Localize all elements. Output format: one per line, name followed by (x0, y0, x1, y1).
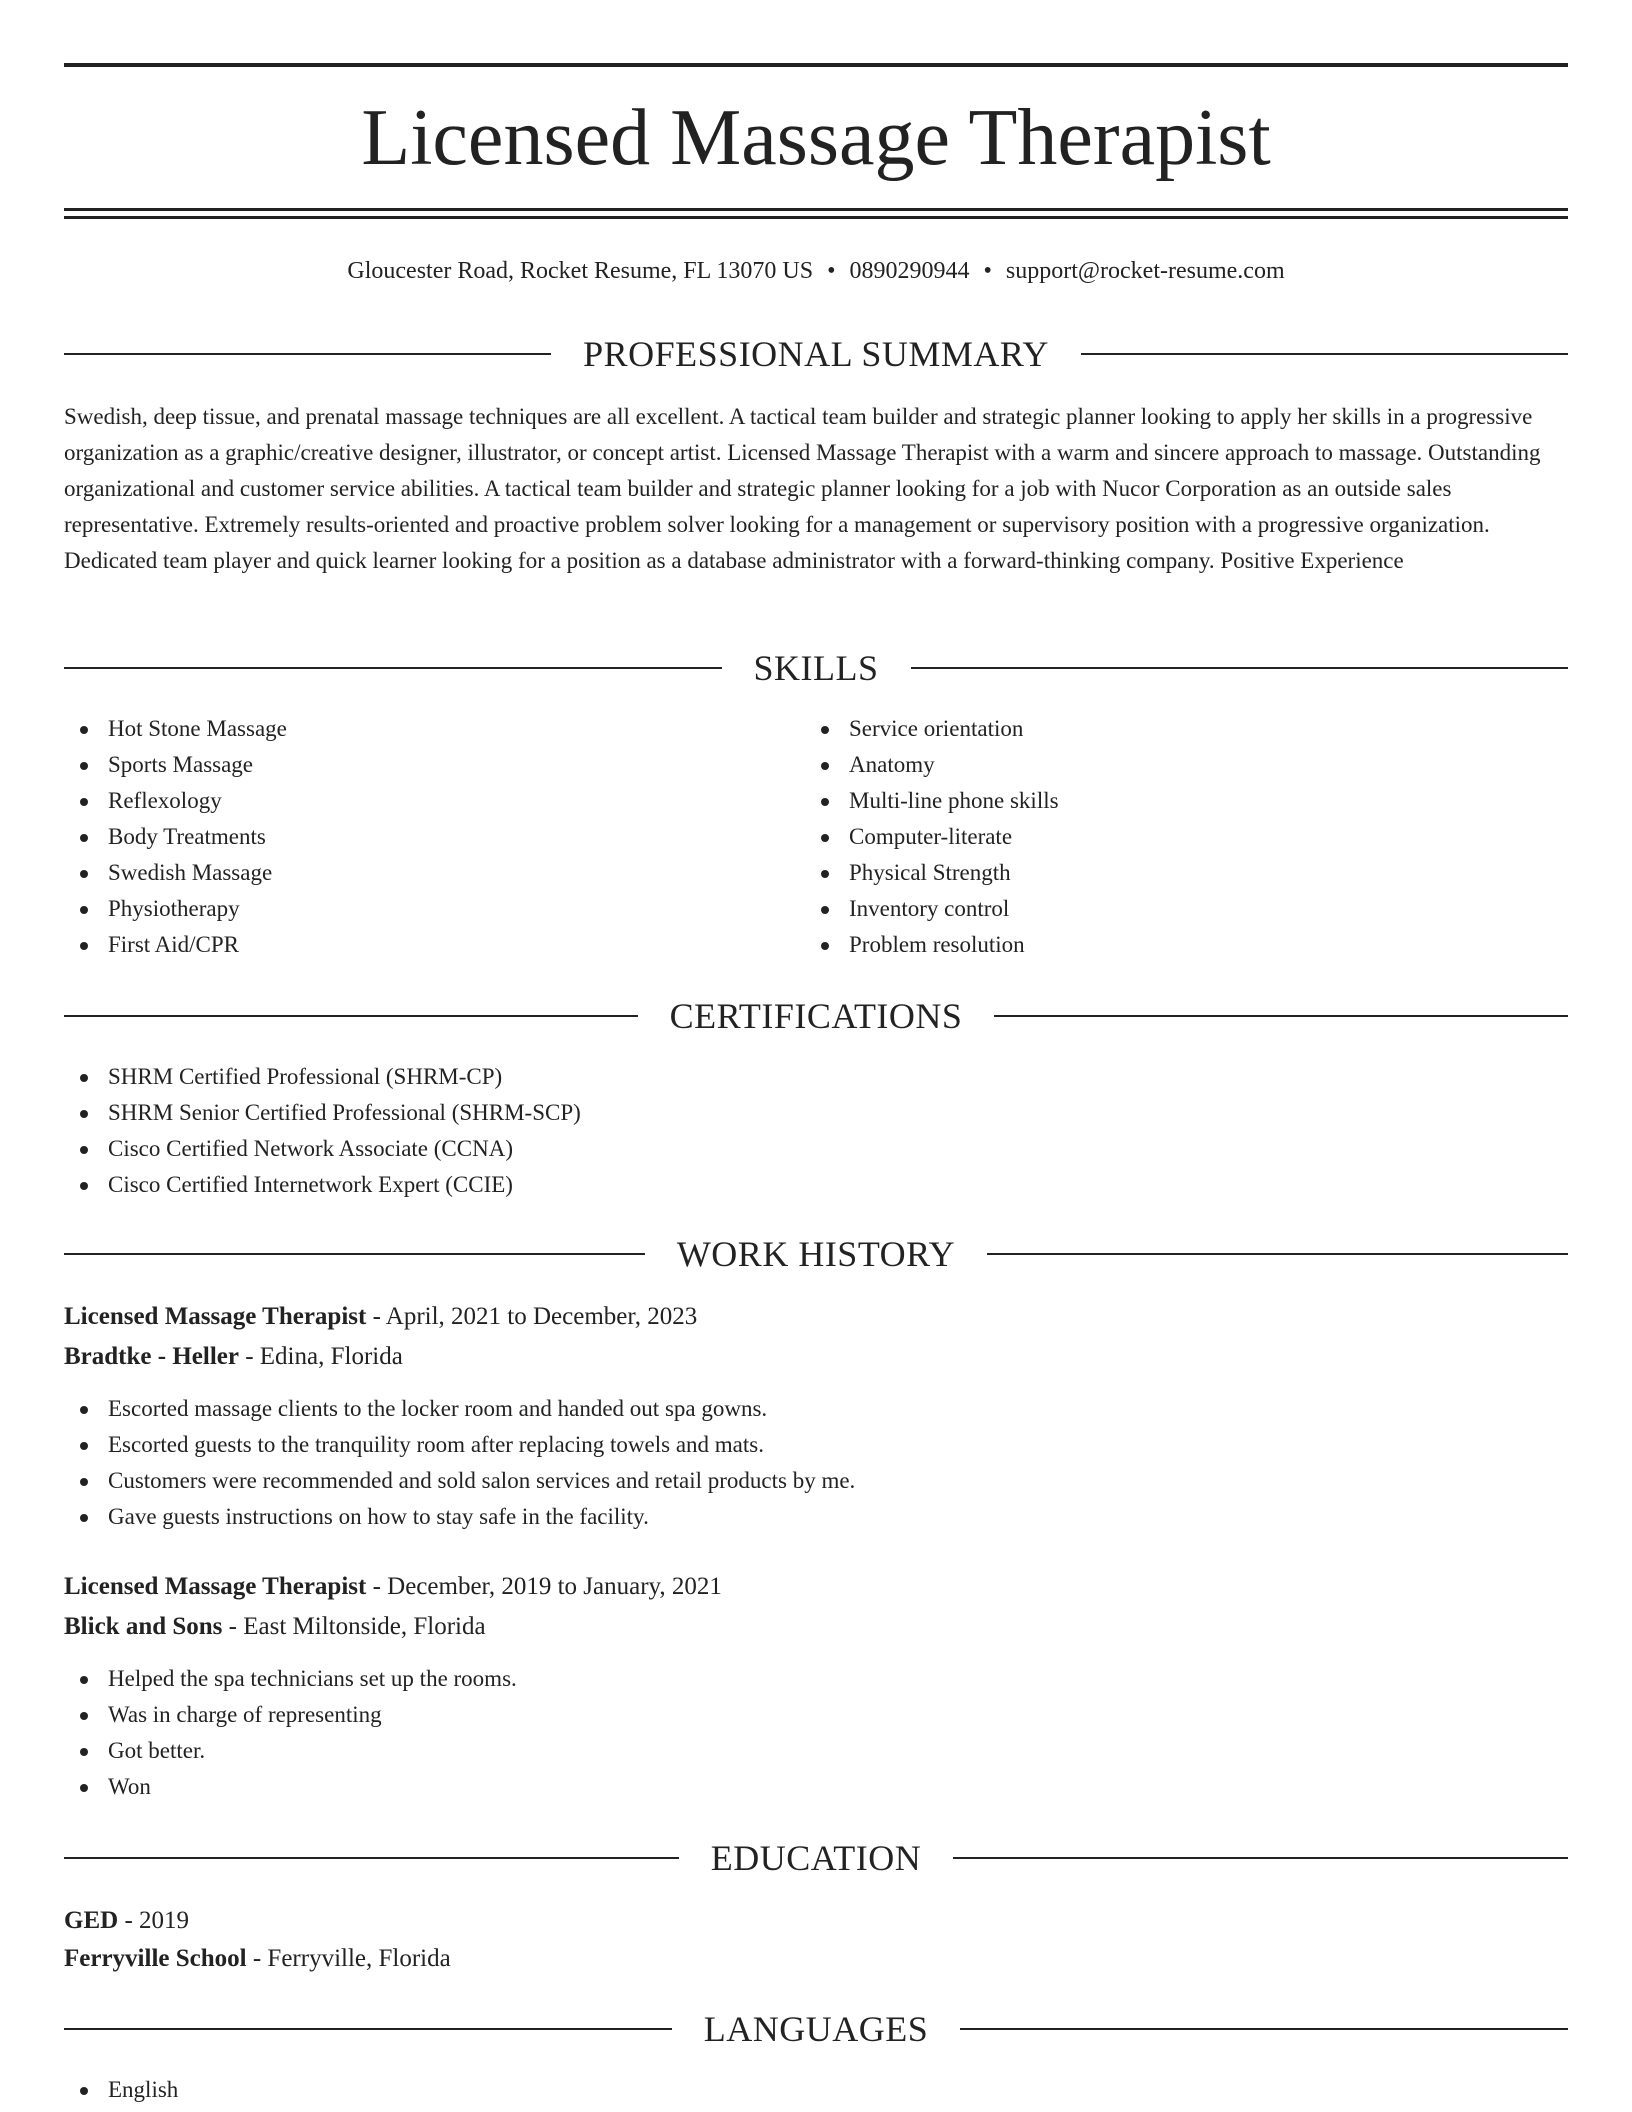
education-heading-label: EDUCATION (710, 1838, 922, 1878)
job-location: East Miltonside, Florida (243, 1613, 486, 1640)
contact-separator: • (983, 258, 992, 284)
job-duties-list (64, 1661, 1464, 1805)
heading-rule (64, 2028, 672, 2030)
dash: - (238, 1343, 260, 1370)
job-dates: April, 2021 to December, 2023 (385, 1303, 698, 1330)
dash: - (366, 1573, 388, 1600)
summary-heading (64, 334, 1568, 374)
language-item: English (64, 2072, 664, 2108)
resume-title: Licensed Massage Therapist (361, 94, 1271, 182)
heading-rule (64, 667, 722, 669)
job-duty-item: Helped the spa technicians set up the rooms. (64, 1661, 1464, 1697)
skill-item: Multi-line phone skills (805, 783, 1505, 819)
job-duty-item: Customers were recommended and sold salon services and retail products by me. (64, 1463, 1464, 1499)
heading-rule (960, 2028, 1568, 2030)
heading-rule (911, 667, 1569, 669)
job-duty-item: Won (64, 1769, 1464, 1805)
heading-rule (1081, 353, 1568, 355)
title-double-rule-bottom (64, 216, 1568, 219)
skills-list-left (64, 711, 764, 963)
job-duty-item: Escorted massage clients to the locker room and handed out spa gowns. (64, 1391, 1464, 1427)
skills-heading-label: SKILLS (753, 648, 879, 688)
job-duty-item: Gave guests instructions on how to stay safe in the facility. (64, 1499, 1464, 1535)
skills-list-right (805, 711, 1505, 963)
skill-item: Inventory control (805, 891, 1505, 927)
heading-rule (64, 1253, 645, 1255)
skill-item: First Aid/CPR (64, 927, 764, 963)
job-company-line (64, 1339, 403, 1375)
contact-separator: • (827, 258, 836, 284)
education-year: 2019 (139, 1907, 190, 1934)
job-duties-list (64, 1391, 1464, 1535)
job-location: Edina, Florida (259, 1343, 403, 1370)
languages-heading (64, 2009, 1568, 2049)
skill-item: Swedish Massage (64, 855, 764, 891)
skill-item: Hot Stone Massage (64, 711, 764, 747)
skills-heading (64, 648, 1568, 688)
certifications-list (64, 1059, 1064, 1203)
work-history-heading (64, 1234, 1568, 1274)
job-company-line (64, 1609, 486, 1645)
certification-item: Cisco Certified Network Associate (CCNA) (64, 1131, 1064, 1167)
job-title: Licensed Massage Therapist (64, 1573, 367, 1600)
dash: - (366, 1303, 386, 1330)
certification-item: SHRM Certified Professional (SHRM-CP) (64, 1059, 1064, 1095)
languages-heading-label: LANGUAGES (703, 2009, 929, 2049)
heading-rule (987, 1253, 1568, 1255)
education-degree-line (64, 1903, 189, 1939)
heading-rule (64, 353, 551, 355)
skill-item: Problem resolution (805, 927, 1505, 963)
job-title-line (64, 1299, 697, 1335)
top-rule (64, 63, 1568, 67)
education-location: Ferryville, Florida (267, 1945, 451, 1972)
dash: - (246, 1945, 268, 1972)
job-duty-item: Escorted guests to the tranquility room after replacing towels and mats. (64, 1427, 1464, 1463)
work-history-heading-label: WORK HISTORY (676, 1234, 956, 1274)
heading-rule (64, 1857, 679, 1859)
dash: - (118, 1907, 140, 1934)
job-company: Blick and Sons (64, 1613, 223, 1640)
skill-item: Body Treatments (64, 819, 764, 855)
job-title: Licensed Massage Therapist (64, 1303, 367, 1330)
job-title-line (64, 1569, 722, 1605)
heading-rule (994, 1015, 1568, 1017)
job-company: Bradtke - Heller (64, 1343, 239, 1370)
skill-item: Reflexology (64, 783, 764, 819)
certifications-heading (64, 996, 1568, 1036)
contact-phone: 0890290944 (849, 258, 970, 284)
education-heading (64, 1838, 1568, 1878)
education-degree: GED (64, 1907, 119, 1934)
dash: - (222, 1613, 244, 1640)
heading-rule (953, 1857, 1568, 1859)
languages-list (64, 2072, 664, 2108)
skill-item: Physical Strength (805, 855, 1505, 891)
job-duty-item: Was in charge of representing (64, 1697, 1464, 1733)
education-school-line (64, 1941, 451, 1977)
title-double-rule-top (64, 208, 1568, 211)
certifications-heading-label: CERTIFICATIONS (669, 996, 963, 1036)
summary-text: Swedish, deep tissue, and prenatal massage techniques are all excellent. A tactical team builder and strategic planner looking to apply her skills in a progressive organization as a graphic/creative designer, illustrator, or concept artist. Licensed Massage Therapist with a warm and sincere approach to massage. Outstanding organizational and customer service abilities. A tactical team builder and strategic planner looking for a job with Nucor Corporation as an outside sales representative. Extremely results-oriented and proactive problem solver looking for a management or supervisory position with a progressive organization. Dedicated team player and quick learner looking for a position as a database administrator with a forward-thinking company. Positive Experience (64, 404, 1541, 573)
skill-item: Service orientation (805, 711, 1505, 747)
skill-item: Sports Massage (64, 747, 764, 783)
skill-item: Anatomy (805, 747, 1505, 783)
job-duty-item: Got better. (64, 1733, 1464, 1769)
contact-address: Gloucester Road, Rocket Resume, FL 13070 US (347, 258, 814, 284)
job-dates: December, 2019 to January, 2021 (387, 1573, 722, 1600)
heading-rule (64, 1015, 638, 1017)
education-school: Ferryville School (64, 1945, 247, 1972)
contact-line (64, 254, 1568, 288)
skill-item: Computer-literate (805, 819, 1505, 855)
summary-heading-label: PROFESSIONAL SUMMARY (583, 334, 1049, 374)
certification-item: SHRM Senior Certified Professional (SHRM-SCP) (64, 1095, 1064, 1131)
contact-email: support@rocket-resume.com (1005, 258, 1285, 284)
certification-item: Cisco Certified Internetwork Expert (CCIE) (64, 1167, 1064, 1203)
skill-item: Physiotherapy (64, 891, 764, 927)
